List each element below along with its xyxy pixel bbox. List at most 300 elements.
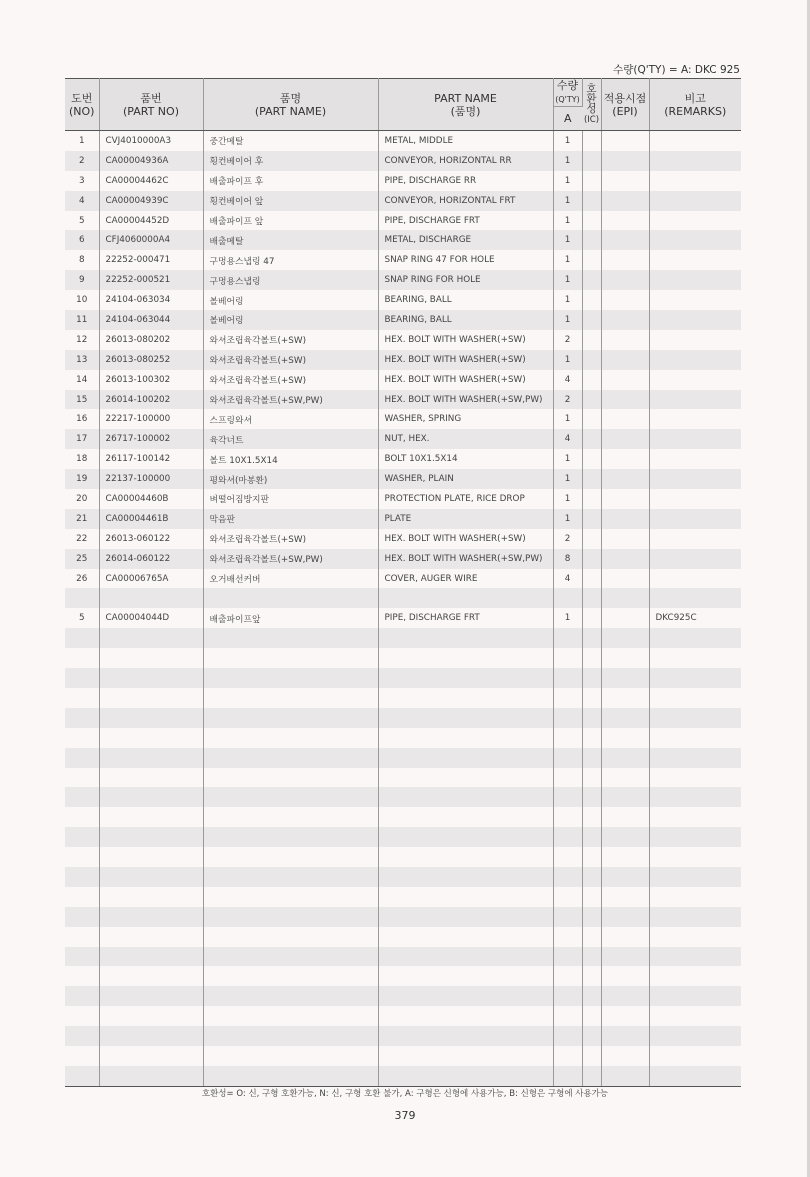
- table-row: [65, 728, 741, 748]
- cell-ic: [582, 787, 601, 807]
- cell-epi: [601, 211, 649, 231]
- table-row: [65, 549, 741, 569]
- parts-table-body: [65, 131, 741, 1087]
- cell-remarks: [649, 748, 741, 768]
- cell-epi: [601, 390, 649, 410]
- table-row: [65, 310, 741, 330]
- cell-no: 11: [65, 310, 99, 330]
- cell-name-ko: [203, 1006, 378, 1026]
- cell-ic: [582, 748, 601, 768]
- cell-remarks: [649, 509, 741, 529]
- table-row: [65, 668, 741, 688]
- cell-name-en: WASHER, SPRING: [378, 409, 553, 429]
- cell-ic: [582, 409, 601, 429]
- cell-remarks: [649, 549, 741, 569]
- cell-name-en: [378, 688, 553, 708]
- cell-part-no: [99, 588, 203, 608]
- cell-part-no: CA00004936A: [99, 151, 203, 171]
- cell-no: 20: [65, 489, 99, 509]
- cell-name-en: [378, 807, 553, 827]
- cell-part-no: [99, 807, 203, 827]
- cell-qty: 1: [553, 191, 582, 211]
- cell-part-no: [99, 1066, 203, 1086]
- table-row: [65, 131, 741, 151]
- cell-epi: [601, 668, 649, 688]
- cell-epi: [601, 370, 649, 390]
- cell-remarks: [649, 986, 741, 1006]
- cell-no: 19: [65, 469, 99, 489]
- cell-qty: 2: [553, 330, 582, 350]
- cell-name-ko: [203, 807, 378, 827]
- cell-name-ko: [203, 927, 378, 947]
- cell-name-en: [378, 708, 553, 728]
- cell-qty: 1: [553, 409, 582, 429]
- cell-part-no: [99, 907, 203, 927]
- cell-part-no: [99, 768, 203, 788]
- table-row: [65, 748, 741, 768]
- cell-ic: [582, 390, 601, 410]
- cell-name-en: PIPE, DISCHARGE RR: [378, 171, 553, 191]
- cell-no: [65, 1026, 99, 1046]
- cell-epi: [601, 1046, 649, 1066]
- cell-epi: [601, 887, 649, 907]
- cell-no: 15: [65, 390, 99, 410]
- table-row: [65, 588, 741, 608]
- cell-ic: [582, 211, 601, 231]
- cell-no: [65, 768, 99, 788]
- table-row: [65, 290, 741, 310]
- table-row: [65, 628, 741, 648]
- cell-epi: [601, 1006, 649, 1026]
- cell-ic: [582, 907, 601, 927]
- cell-no: 21: [65, 509, 99, 529]
- table-row: [65, 529, 741, 549]
- cell-remarks: [649, 310, 741, 330]
- cell-ic: [582, 151, 601, 171]
- table-row: [65, 151, 741, 171]
- cell-part-no: [99, 927, 203, 947]
- cell-qty: [553, 768, 582, 788]
- cell-name-en: METAL, DISCHARGE: [378, 230, 553, 250]
- cell-part-no: [99, 1026, 203, 1046]
- cell-remarks: [649, 867, 741, 887]
- table-row: [65, 1006, 741, 1026]
- cell-remarks: [649, 1006, 741, 1026]
- cell-name-ko: 배출파이프 후: [203, 171, 378, 191]
- cell-name-en: [378, 1066, 553, 1086]
- cell-name-ko: [203, 947, 378, 967]
- cell-epi: [601, 350, 649, 370]
- cell-qty: 1: [553, 310, 582, 330]
- cell-name-ko: 평와셔(마봉환): [203, 469, 378, 489]
- cell-name-en: [378, 966, 553, 986]
- cell-no: 5: [65, 608, 99, 628]
- table-row: [65, 1026, 741, 1046]
- cell-part-no: [99, 1046, 203, 1066]
- cell-part-no: [99, 748, 203, 768]
- cell-name-en: [378, 1026, 553, 1046]
- cell-name-ko: [203, 1046, 378, 1066]
- cell-no: [65, 847, 99, 867]
- cell-name-en: [378, 768, 553, 788]
- cell-epi: [601, 966, 649, 986]
- cell-name-ko: 막음판: [203, 509, 378, 529]
- cell-part-no: [99, 787, 203, 807]
- cell-name-en: [378, 1006, 553, 1026]
- cell-no: [65, 728, 99, 748]
- cell-name-ko: [203, 827, 378, 847]
- cell-epi: [601, 986, 649, 1006]
- cell-ic: [582, 489, 601, 509]
- cell-part-no: [99, 986, 203, 1006]
- cell-epi: [601, 787, 649, 807]
- table-row: [65, 230, 741, 250]
- cell-qty: [553, 787, 582, 807]
- cell-part-no: [99, 628, 203, 648]
- cell-epi: [601, 409, 649, 429]
- cell-part-no: 26717-100002: [99, 429, 203, 449]
- cell-epi: [601, 330, 649, 350]
- cell-remarks: [649, 191, 741, 211]
- cell-qty: 1: [553, 270, 582, 290]
- cell-remarks: [649, 230, 741, 250]
- parts-table-wrap: [65, 78, 741, 1087]
- cell-no: [65, 927, 99, 947]
- cell-part-no: [99, 847, 203, 867]
- cell-part-no: [99, 887, 203, 907]
- cell-qty: [553, 986, 582, 1006]
- cell-name-ko: 육각너트: [203, 429, 378, 449]
- cell-remarks: [649, 469, 741, 489]
- table-row: [65, 708, 741, 728]
- cell-remarks: [649, 708, 741, 728]
- cell-name-ko: 볼베어링: [203, 310, 378, 330]
- cell-remarks: [649, 628, 741, 648]
- cell-remarks: [649, 250, 741, 270]
- cell-part-no: 22137-100000: [99, 469, 203, 489]
- cell-part-no: CFJ4060000A4: [99, 230, 203, 250]
- cell-ic: [582, 688, 601, 708]
- cell-ic: [582, 131, 601, 151]
- cell-no: 18: [65, 449, 99, 469]
- cell-name-ko: 와셔조립육각볼트(+SW): [203, 330, 378, 350]
- cell-remarks: [649, 668, 741, 688]
- cell-no: [65, 947, 99, 967]
- cell-no: [65, 827, 99, 847]
- cell-ic: [582, 986, 601, 1006]
- cell-epi: [601, 310, 649, 330]
- cell-qty: 1: [553, 469, 582, 489]
- cell-name-ko: [203, 708, 378, 728]
- table-row: [65, 270, 741, 290]
- cell-part-no: CA00004461B: [99, 509, 203, 529]
- cell-epi: [601, 171, 649, 191]
- cell-ic: [582, 469, 601, 489]
- cell-ic: [582, 807, 601, 827]
- cell-remarks: [649, 907, 741, 927]
- cell-name-en: [378, 787, 553, 807]
- table-row: [65, 787, 741, 807]
- cell-remarks: [649, 688, 741, 708]
- cell-ic: [582, 230, 601, 250]
- cell-remarks: [649, 211, 741, 231]
- cell-no: [65, 748, 99, 768]
- cell-name-en: BOLT 10X1.5X14: [378, 449, 553, 469]
- cell-name-ko: [203, 787, 378, 807]
- table-row: [65, 648, 741, 668]
- cell-ic: [582, 1066, 601, 1086]
- cell-name-en: COVER, AUGER WIRE: [378, 569, 553, 589]
- cell-remarks: [649, 588, 741, 608]
- cell-part-no: 24104-063034: [99, 290, 203, 310]
- cell-ic: [582, 569, 601, 589]
- header-ic: 호환성 (IC): [582, 79, 601, 131]
- cell-remarks: [649, 390, 741, 410]
- cell-name-ko: 배출파이프 앞: [203, 211, 378, 231]
- cell-qty: 1: [553, 151, 582, 171]
- cell-name-en: [378, 947, 553, 967]
- cell-no: 8: [65, 250, 99, 270]
- table-row: [65, 390, 741, 410]
- cell-no: [65, 628, 99, 648]
- cell-ic: [582, 588, 601, 608]
- cell-name-ko: 오거배선커버: [203, 569, 378, 589]
- cell-name-ko: 구멍용스냅링 47: [203, 250, 378, 270]
- cell-name-ko: [203, 986, 378, 1006]
- cell-name-en: HEX. BOLT WITH WASHER(+SW): [378, 529, 553, 549]
- cell-epi: [601, 608, 649, 628]
- cell-name-en: PROTECTION PLATE, RICE DROP: [378, 489, 553, 509]
- cell-remarks: [649, 966, 741, 986]
- cell-name-ko: 배출파이프앞: [203, 608, 378, 628]
- table-row: [65, 867, 741, 887]
- cell-ic: [582, 350, 601, 370]
- cell-ic: [582, 768, 601, 788]
- table-row: [65, 1046, 741, 1066]
- header-epi: 적용시점 (EPI): [601, 79, 649, 131]
- cell-ic: [582, 947, 601, 967]
- cell-qty: 2: [553, 529, 582, 549]
- cell-remarks: [649, 131, 741, 151]
- cell-ic: [582, 1006, 601, 1026]
- cell-remarks: [649, 648, 741, 668]
- cell-no: [65, 588, 99, 608]
- cell-part-no: 26014-100202: [99, 390, 203, 410]
- cell-qty: 1: [553, 230, 582, 250]
- cell-qty: 1: [553, 608, 582, 628]
- cell-part-no: [99, 1006, 203, 1026]
- cell-name-en: BEARING, BALL: [378, 290, 553, 310]
- cell-name-ko: 와셔조립육각볼트(+SW,PW): [203, 390, 378, 410]
- cell-epi: [601, 489, 649, 509]
- qty-note: 수량(Q'TY) = A: DKC 925: [613, 64, 740, 76]
- cell-ic: [582, 509, 601, 529]
- cell-name-en: PIPE, DISCHARGE FRT: [378, 211, 553, 231]
- cell-name-ko: 벼떨어짐방지판: [203, 489, 378, 509]
- cell-no: [65, 1046, 99, 1066]
- cell-qty: [553, 947, 582, 967]
- cell-name-en: [378, 1046, 553, 1066]
- header-part-name: PART NAME (품명): [378, 79, 553, 131]
- cell-no: [65, 966, 99, 986]
- header-no: 도번 (NO): [65, 79, 99, 131]
- cell-no: 17: [65, 429, 99, 449]
- cell-no: [65, 986, 99, 1006]
- table-row: [65, 947, 741, 967]
- cell-qty: 1: [553, 211, 582, 231]
- cell-qty: [553, 887, 582, 907]
- cell-qty: [553, 1066, 582, 1086]
- cell-no: [65, 907, 99, 927]
- cell-qty: [553, 966, 582, 986]
- cell-part-no: [99, 668, 203, 688]
- cell-part-no: CVJ4010000A3: [99, 131, 203, 151]
- cell-remarks: [649, 569, 741, 589]
- cell-name-ko: 스프링와셔: [203, 409, 378, 429]
- table-row: [65, 807, 741, 827]
- cell-no: 2: [65, 151, 99, 171]
- cell-no: [65, 1006, 99, 1026]
- cell-remarks: [649, 787, 741, 807]
- cell-name-en: [378, 986, 553, 1006]
- table-row: [65, 171, 741, 191]
- cell-remarks: [649, 151, 741, 171]
- cell-ic: [582, 708, 601, 728]
- cell-qty: [553, 907, 582, 927]
- cell-ic: [582, 330, 601, 350]
- cell-remarks: [649, 1046, 741, 1066]
- cell-qty: [553, 1046, 582, 1066]
- table-row: [65, 688, 741, 708]
- cell-qty: [553, 668, 582, 688]
- cell-epi: [601, 1066, 649, 1086]
- cell-qty: 1: [553, 350, 582, 370]
- cell-no: [65, 688, 99, 708]
- cell-part-no: 22217-100000: [99, 409, 203, 429]
- cell-ic: [582, 628, 601, 648]
- cell-name-en: [378, 748, 553, 768]
- cell-remarks: [649, 330, 741, 350]
- cell-epi: [601, 708, 649, 728]
- cell-no: 3: [65, 171, 99, 191]
- cell-ic: [582, 549, 601, 569]
- table-row: [65, 191, 741, 211]
- cell-ic: [582, 270, 601, 290]
- cell-epi: [601, 648, 649, 668]
- cell-qty: [553, 628, 582, 648]
- table-row: [65, 986, 741, 1006]
- cell-part-no: CA00004452D: [99, 211, 203, 231]
- cell-epi: [601, 250, 649, 270]
- cell-remarks: [649, 449, 741, 469]
- cell-epi: [601, 290, 649, 310]
- cell-part-no: 26013-080252: [99, 350, 203, 370]
- cell-no: 16: [65, 409, 99, 429]
- cell-qty: [553, 648, 582, 668]
- table-row: [65, 569, 741, 589]
- cell-epi: [601, 270, 649, 290]
- cell-qty: 8: [553, 549, 582, 569]
- table-row: [65, 489, 741, 509]
- cell-ic: [582, 668, 601, 688]
- cell-ic: [582, 966, 601, 986]
- table-row: [65, 847, 741, 867]
- cell-qty: [553, 847, 582, 867]
- cell-qty: 1: [553, 489, 582, 509]
- table-row: [65, 370, 741, 390]
- cell-name-en: HEX. BOLT WITH WASHER(+SW): [378, 350, 553, 370]
- cell-name-ko: [203, 1066, 378, 1086]
- cell-name-en: [378, 907, 553, 927]
- cell-qty: [553, 827, 582, 847]
- cell-remarks: [649, 409, 741, 429]
- cell-name-en: [378, 927, 553, 947]
- cell-name-en: [378, 668, 553, 688]
- cell-part-no: CA00004460B: [99, 489, 203, 509]
- cell-ic: [582, 847, 601, 867]
- cell-ic: [582, 1046, 601, 1066]
- cell-part-no: 26117-100142: [99, 449, 203, 469]
- cell-epi: [601, 728, 649, 748]
- cell-name-ko: 횡컨베이어 앞: [203, 191, 378, 211]
- cell-epi: [601, 688, 649, 708]
- cell-remarks: DKC925C: [655, 613, 697, 624]
- cell-no: 1: [65, 131, 99, 151]
- cell-no: [65, 787, 99, 807]
- cell-name-ko: [203, 966, 378, 986]
- cell-qty: [553, 588, 582, 608]
- cell-name-en: [378, 628, 553, 648]
- table-row: [65, 509, 741, 529]
- cell-epi: [601, 867, 649, 887]
- table-row: [65, 768, 741, 788]
- cell-ic: [582, 728, 601, 748]
- cell-name-en: SNAP RING 47 FOR HOLE: [378, 250, 553, 270]
- cell-name-ko: 와셔조립육각볼트(+SW): [203, 529, 378, 549]
- cell-qty: 1: [553, 131, 582, 151]
- cell-remarks: [649, 1026, 741, 1046]
- header-remarks: 비고 (REMARKS): [649, 79, 741, 131]
- cell-epi: [601, 588, 649, 608]
- cell-part-no: [99, 966, 203, 986]
- cell-no: 9: [65, 270, 99, 290]
- cell-epi: [601, 151, 649, 171]
- cell-name-en: HEX. BOLT WITH WASHER(+SW): [378, 330, 553, 350]
- cell-name-ko: [203, 748, 378, 768]
- cell-no: [65, 807, 99, 827]
- header-name-ko: 품명 (PART NAME): [203, 79, 378, 131]
- cell-name-ko: [203, 887, 378, 907]
- cell-name-en: SNAP RING FOR HOLE: [378, 270, 553, 290]
- cell-ic: [582, 927, 601, 947]
- cell-ic: [582, 1026, 601, 1046]
- cell-name-ko: 와셔조립육각볼트(+SW,PW): [203, 549, 378, 569]
- cell-no: 6: [65, 230, 99, 250]
- cell-ic: [582, 429, 601, 449]
- cell-ic: [582, 827, 601, 847]
- header-qty-a: A: [553, 107, 582, 131]
- table-row: [65, 429, 741, 449]
- cell-qty: [553, 688, 582, 708]
- cell-part-no: 22252-000521: [99, 270, 203, 290]
- cell-epi: [601, 1026, 649, 1046]
- cell-qty: [553, 927, 582, 947]
- cell-part-no: 26013-080202: [99, 330, 203, 350]
- cell-part-no: [99, 688, 203, 708]
- cell-name-ko: [203, 668, 378, 688]
- cell-epi: [601, 469, 649, 489]
- table-row: [65, 927, 741, 947]
